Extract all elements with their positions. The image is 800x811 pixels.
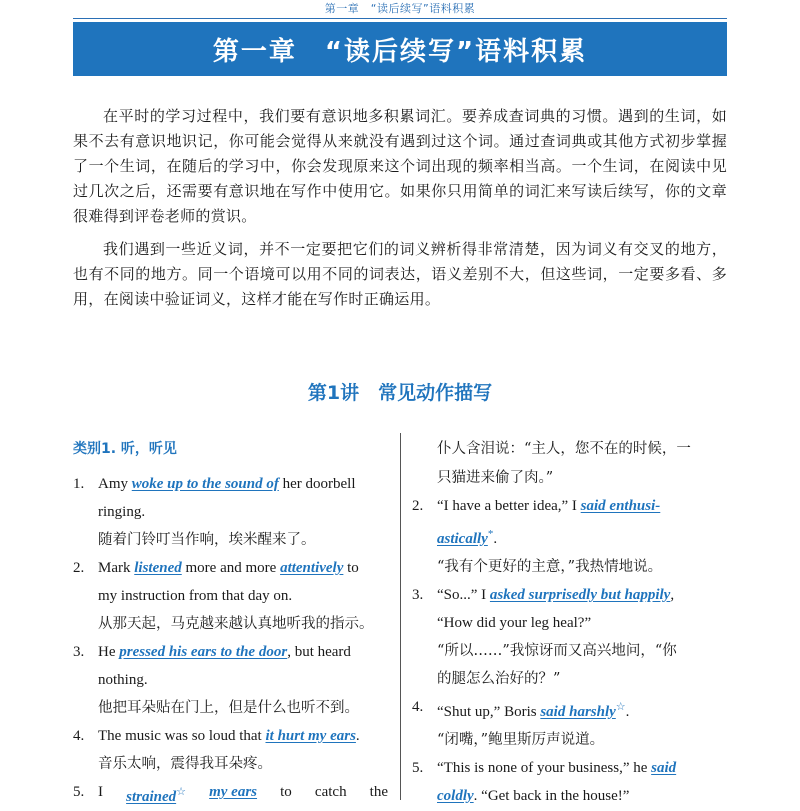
- example-item: [73, 554, 388, 638]
- star-marker: *: [487, 528, 494, 540]
- english-line: He pressed his ears to the door, but heard: [98, 644, 351, 660]
- english-line: “How did your leg heal?”: [437, 615, 592, 631]
- chinese-translation: “所以……”我惊讶而又高兴地问，“你: [437, 643, 677, 659]
- chapter-title: 第一章 “读后续写”语料积累: [212, 36, 588, 67]
- intro-paragraph: 在平时的学习过程中，我们要有意识地多积累词汇。要养成查词典的习惯。遇到的生词，如果不去有意识地识记，你可能会觉得从来就没有遇到过这个词。通过查词典或其他方式初步掌握了一个生词，在随后的学习中，你会发现原来这个词出现的频率相当高。一个生词，在阅读中见过几次之后，还需要有意识地在写作中使用它。如果你只用简单的词汇来写读后续写，你的文章很难得到评卷老师的赏识。: [73, 107, 727, 225]
- lecture-title: 第1讲 常见动作描写: [307, 382, 493, 404]
- example-item: [73, 638, 388, 722]
- example-item: [412, 492, 727, 581]
- highlighted-phrase: asked surprisedly but happily: [489, 587, 671, 603]
- highlighted-phrase: strained: [126, 789, 177, 805]
- chinese-translation: 随着门铃叮当作响，埃米醒来了。: [98, 532, 316, 548]
- running-header: 第一章 “读后续写”语料积累: [324, 2, 476, 15]
- chinese-translation: 的腿怎么治好的？”: [437, 671, 561, 687]
- highlighted-phrase: said enthusi-: [580, 498, 661, 514]
- column-divider: [400, 433, 401, 800]
- right-column: [412, 434, 727, 810]
- item-number: 2.: [73, 560, 85, 576]
- english-line: astically*.: [437, 528, 498, 547]
- english-line: nothing.: [98, 672, 148, 688]
- star-marker: ☆: [176, 786, 186, 798]
- example-item: [412, 693, 727, 754]
- english-line: ringing.: [98, 504, 146, 520]
- example-item: [73, 722, 388, 778]
- example-item: [412, 581, 727, 693]
- highlighted-phrase: it hurt my ears: [265, 728, 356, 744]
- example-item: [73, 470, 388, 554]
- chinese-translation: 他把耳朵贴在门上，但是什么也听不到。: [98, 700, 359, 716]
- item-number: 3.: [73, 644, 85, 660]
- english-line: “This is none of your business,” he said: [437, 760, 677, 776]
- chinese-translation: 音乐太响，震得我耳朵疼。: [98, 756, 272, 772]
- continued-translation: 仆人含泪说：“主人，您不在的时候，一 只猫进来偷了肉。”: [437, 441, 691, 486]
- highlighted-phrase: attentively: [280, 560, 344, 576]
- chinese-translation: “闭嘴，”鲍里斯厉声说道。: [437, 732, 605, 748]
- item-number: 5.: [412, 760, 424, 776]
- english-line: The music was so loud that it hurt my ears.: [98, 728, 360, 744]
- highlighted-phrase: listened: [134, 560, 182, 576]
- english-line: “Shut up,” Boris said harshly☆.: [437, 701, 630, 720]
- english-line: “So...” I asked surprisedly but happily,: [437, 587, 675, 603]
- highlighted-phrase: pressed his ears to the door: [119, 644, 288, 660]
- english-line: coldly. “Get back in the house!”: [437, 788, 630, 804]
- example-item: [73, 778, 388, 811]
- chinese-translation: “我有个更好的主意，”我热情地说。: [437, 559, 663, 575]
- item-number: 4.: [412, 699, 424, 715]
- intro-paragraph: 我们遇到一些近义词，并不一定要把它们的词义辨析得非常清楚，因为词义有交叉的地方，也有不同的地方。同一个语境可以用不同的词表达，语义差别不大，但这些词，一定要多看、多用，在阅读中验证词义，这样才能在写作时正确运用。: [73, 240, 727, 308]
- chinese-translation: 从那天起，马克越来越认真地听我的指示。: [98, 616, 374, 632]
- category-heading: 类别1. 听，听见: [73, 441, 177, 457]
- item-number: 4.: [73, 728, 85, 744]
- intro-section: [73, 104, 727, 320]
- english-line: Amy woke up to the sound of her doorbell: [98, 476, 356, 492]
- item-number: 3.: [412, 587, 424, 603]
- highlighted-phrase: said: [651, 760, 677, 776]
- item-number: 2.: [412, 498, 424, 514]
- english-line: my instruction from that day on.: [98, 588, 293, 604]
- english-line: “I have a better idea,” I said enthusi-: [437, 498, 661, 514]
- english-line: I strained☆ my ears to catch the: [98, 778, 388, 811]
- item-number: 1.: [73, 476, 85, 492]
- highlighted-phrase: my ears: [209, 784, 258, 800]
- highlighted-phrase: woke up to the sound of: [131, 476, 279, 492]
- chapter-title-banner: [73, 22, 727, 76]
- highlighted-phrase: astically: [437, 531, 488, 547]
- english-line: Mark listened more and more attentively to: [98, 560, 359, 576]
- header-rule: [73, 18, 727, 19]
- highlighted-phrase: coldly: [437, 788, 474, 804]
- item-number: 5.: [73, 784, 85, 800]
- highlighted-phrase: said harshly: [540, 704, 616, 720]
- left-column: [73, 434, 388, 811]
- example-item: [412, 754, 727, 810]
- star-marker: ☆: [615, 701, 626, 713]
